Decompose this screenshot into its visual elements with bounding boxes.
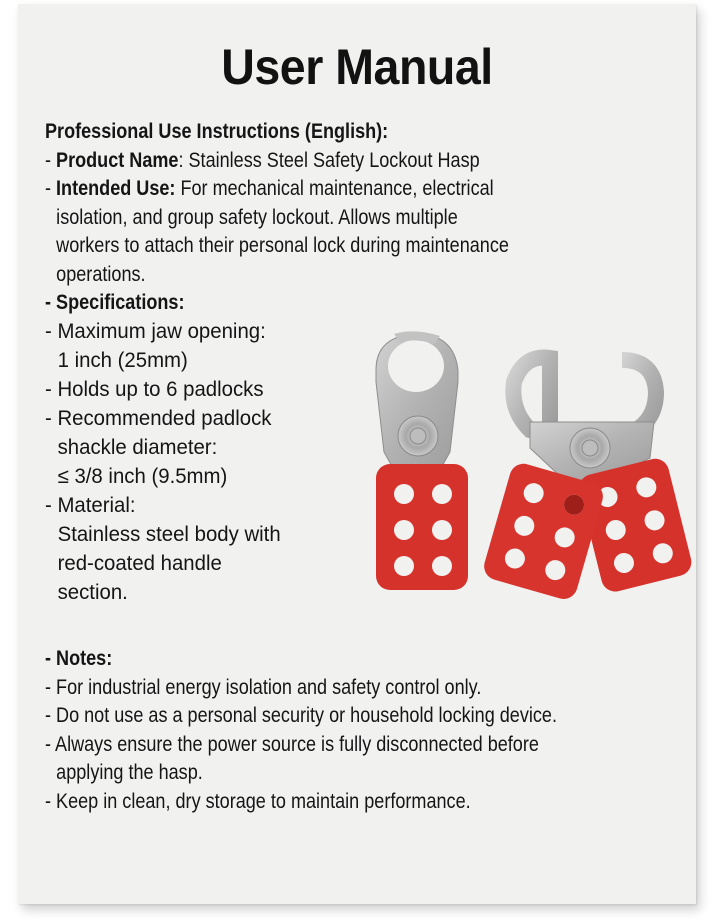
intended-use-text: For mechanical maintenance, electrical	[175, 177, 494, 200]
note-item: - Do not use as a personal security or household locking device.	[45, 704, 557, 727]
note-item-cont: applying the hasp.	[56, 761, 203, 784]
bullet: -	[45, 789, 57, 813]
bullet: -	[45, 494, 58, 517]
spec-item-cont: Stainless steel body with	[57, 523, 281, 546]
spec-item-cont: 1 inch (25mm)	[57, 349, 188, 372]
bullet: -	[45, 378, 58, 401]
spec-item-cont: shackle diameter:	[57, 436, 218, 459]
intro-block	[45, 118, 509, 318]
intended-use-label: Intended Use:	[56, 177, 176, 200]
spec-item-cont: red-coated handle	[57, 552, 222, 575]
notes-block	[45, 645, 557, 816]
bullet: -	[45, 647, 57, 670]
bullet: -	[45, 675, 57, 699]
bullet: -	[45, 291, 57, 314]
page-title: User Manual	[221, 39, 493, 95]
intended-use-text: isolation, and group safety lockout. Allows multiple	[56, 205, 458, 229]
specifications-list	[45, 317, 281, 607]
spec-item: - Recommended padlock	[45, 407, 272, 430]
closed-hasp-icon	[376, 331, 468, 590]
product-photo	[354, 330, 694, 600]
spec-item-cont: section.	[57, 581, 128, 604]
spec-item: - Maximum jaw opening:	[45, 320, 266, 343]
notes-heading: - Notes:	[45, 647, 113, 670]
note-item: - For industrial energy isolation and safety control only.	[45, 675, 482, 699]
spec-item: - Holds up to 6 padlocks	[45, 378, 264, 401]
intended-use-text: workers to attach their personal lock during maintenance	[56, 234, 509, 257]
product-name-row	[45, 147, 509, 176]
lockout-hasp-illustration	[354, 330, 694, 600]
open-hasp-icon	[481, 358, 694, 601]
intended-use-text: operations.	[56, 262, 146, 286]
bullet: -	[45, 320, 58, 343]
bullet: -	[45, 177, 57, 200]
spec-item-cont: ≤ 3/8 inch (9.5mm)	[57, 465, 228, 488]
specifications-heading: - Specifications:	[45, 291, 185, 314]
bullet: -	[45, 704, 57, 727]
section-heading: Professional Use Instructions (English):	[45, 120, 389, 143]
note-item: - Always ensure the power source is fully disconnected before	[45, 732, 539, 756]
note-item: - Keep in clean, dry storage to maintain performance.	[45, 789, 471, 813]
bullet: -	[45, 732, 56, 756]
spec-item: - Material:	[45, 494, 136, 517]
manual-sheet	[18, 4, 696, 904]
product-name-label: Product Name	[56, 148, 179, 172]
product-name-value: : Stainless Steel Safety Lockout Hasp	[178, 148, 480, 172]
intended-use-row	[45, 175, 509, 204]
bullet: -	[45, 407, 58, 430]
bullet: -	[45, 148, 57, 172]
